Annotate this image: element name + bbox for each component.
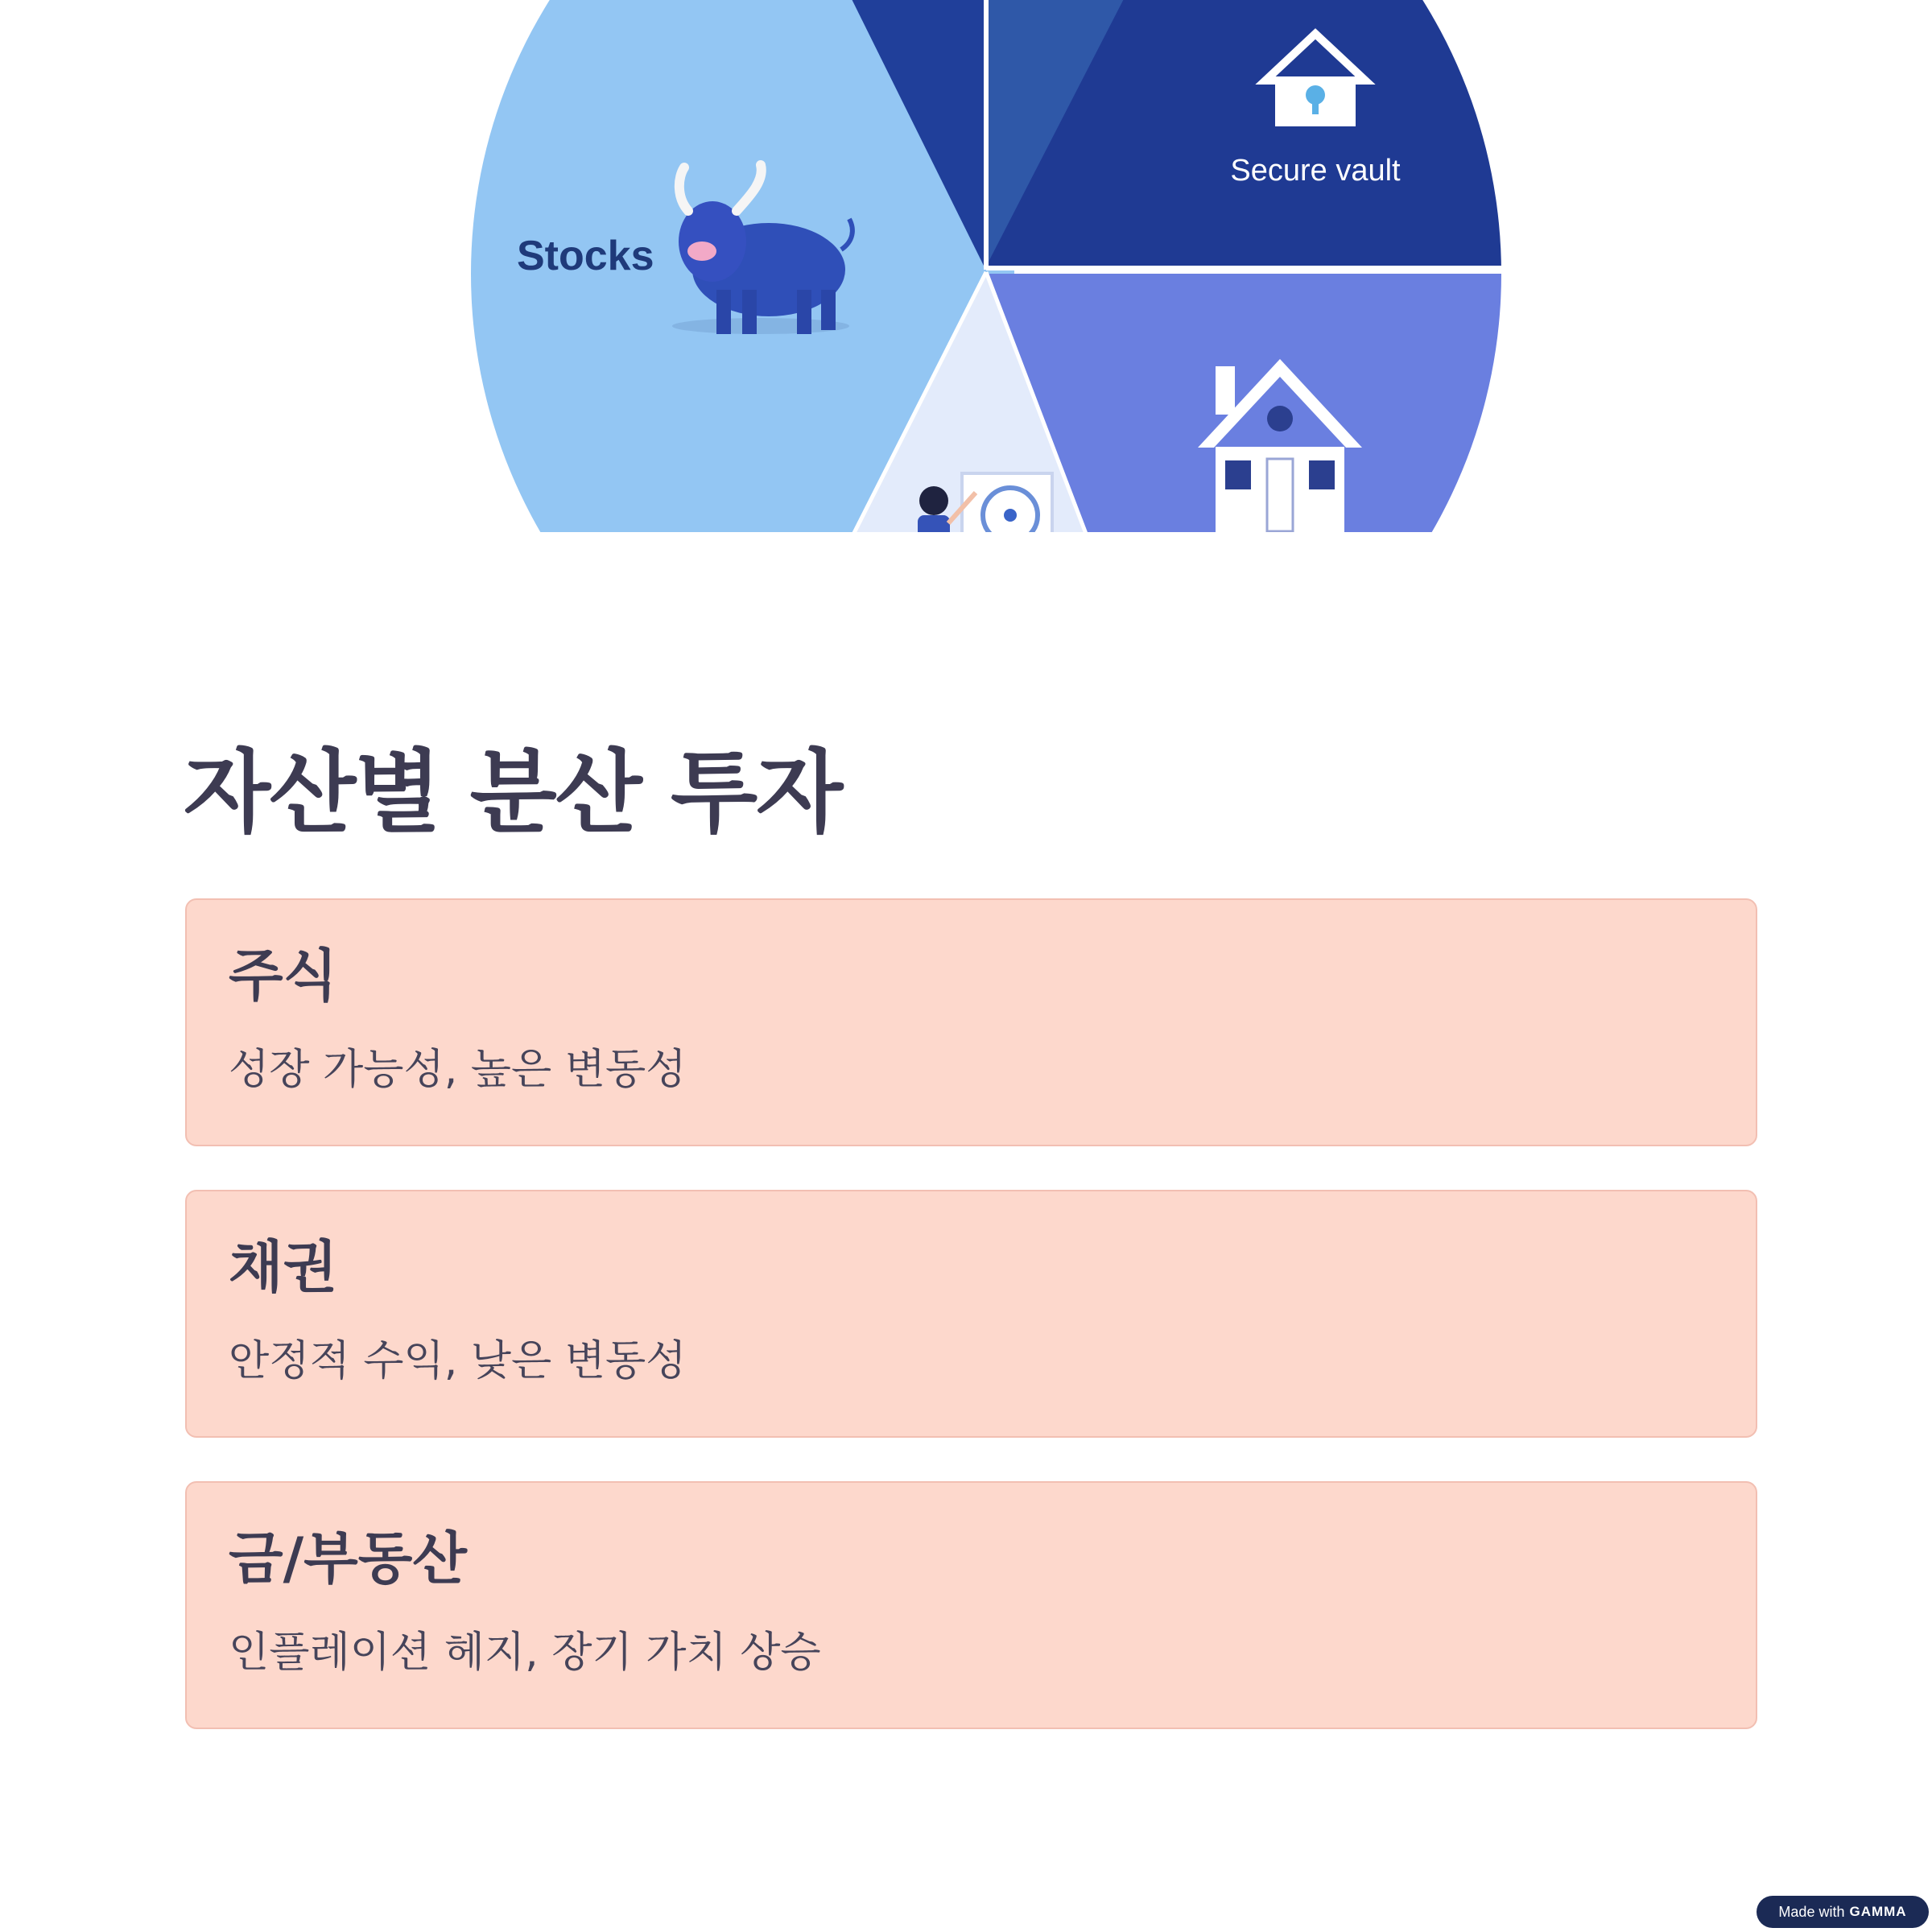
page-title: 자산별 분산 투자 <box>184 741 842 845</box>
card-description: 성장 가능성, 높은 변동성 <box>229 1046 687 1094</box>
pie-illustration <box>0 0 1932 532</box>
card-bonds <box>185 1190 1757 1438</box>
card-description: 인플레이션 헤지, 장기 가치 상승 <box>229 1629 821 1677</box>
made-with-gamma-badge[interactable] <box>1757 1896 1929 1928</box>
card-title: 채권 <box>229 1234 338 1300</box>
card-title: 주식 <box>229 943 338 1009</box>
gamma-logo: GAMMA <box>1849 1904 1907 1919</box>
card-description: 안정적 수익, 낮은 변동성 <box>229 1337 687 1385</box>
hero-image <box>0 0 1932 532</box>
stocks-label: Stocks <box>517 233 654 279</box>
card-gold-real-estate <box>185 1481 1757 1729</box>
card-title: 금/부동산 <box>229 1525 468 1591</box>
badge-prefix: Made with <box>1778 1903 1845 1920</box>
card-stocks <box>185 898 1757 1146</box>
vault-label: Secure vault <box>1230 154 1401 188</box>
